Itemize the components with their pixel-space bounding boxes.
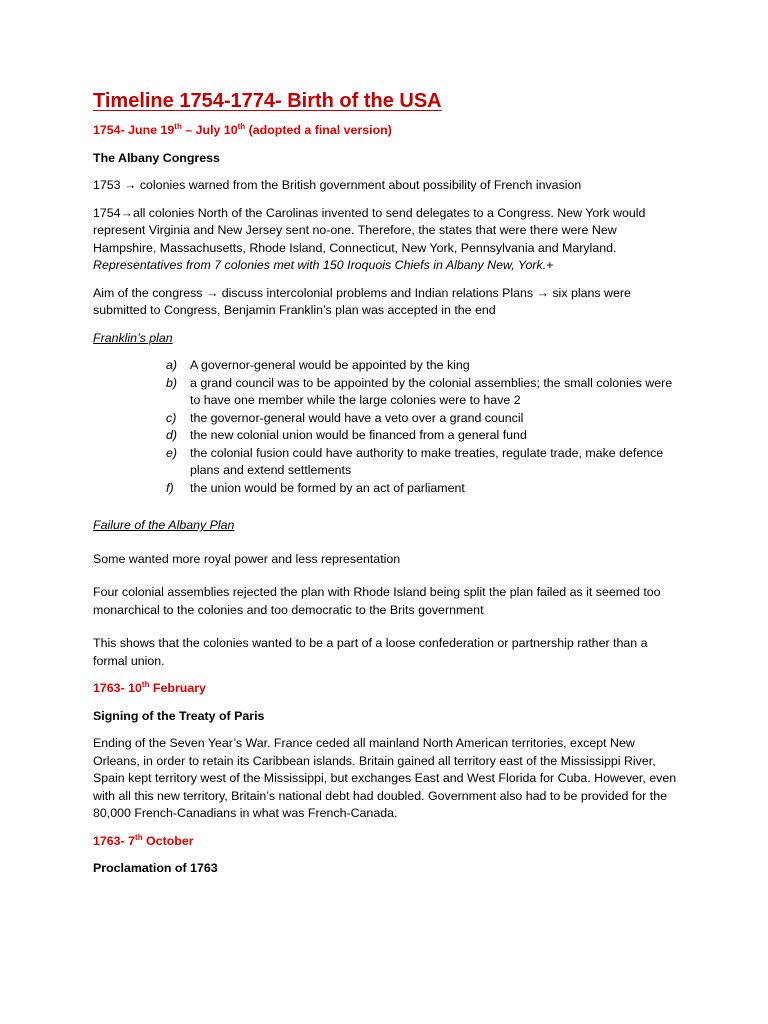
italic-note: Representatives from 7 colonies met with 150 Iroquois Chiefs in Albany New, York.+	[93, 258, 554, 272]
list-text: the governor-general would have a veto over a grand council	[190, 410, 524, 425]
date-heading-1763-february	[93, 680, 678, 698]
date-text: 1763- 7	[93, 833, 136, 848]
date-text: February	[149, 681, 206, 695]
paragraph-failure-2: Four colonial assemblies rejected the plan with Rhode Island being split the plan failed as it seemed too monarchical to the colonies and too democratic to the Brits government	[93, 585, 661, 617]
date-text: 1754- June 19	[93, 123, 175, 137]
list-label: a)	[166, 358, 178, 372]
list-label: c)	[166, 410, 177, 425]
list-text: the colonial fusion could have authority to make treaties, regulate trade, make defence plans and extend settlements	[190, 445, 664, 477]
date-heading-1763-october	[93, 833, 678, 851]
list-label: f)	[166, 480, 174, 495]
ordinal-suffix: th	[141, 680, 150, 689]
list-label: d)	[166, 428, 178, 442]
list-label: b)	[166, 375, 178, 390]
subheading-franklins-plan: Franklin’s plan	[93, 330, 173, 345]
date-note: (adopted a final version)	[245, 123, 392, 137]
franklin-plan-list	[93, 357, 678, 497]
ordinal-suffix: th	[237, 122, 246, 131]
list-item	[166, 480, 678, 498]
date-heading-1754	[93, 122, 678, 140]
subheading-failure-albany-plan: Failure of the Albany Plan	[93, 518, 235, 532]
paragraph-1753: 1753 → colonies warned from the British government about possibility of French invasion	[93, 178, 582, 192]
section-heading-proclamation-1763: Proclamation of 1763	[93, 861, 218, 875]
list-label: e)	[166, 445, 178, 460]
list-item	[166, 410, 678, 428]
paragraph-aim-of-congress: Aim of the congress → discuss intercolonial problems and Indian relations Plans → six plans were submitted to Congress, Benjamin Franklin’s plan was accepted in the end	[93, 285, 631, 317]
section-heading-treaty-of-paris: Signing of the Treaty of Paris	[93, 708, 265, 723]
list-text: A governor-general would be appointed by the king	[190, 358, 470, 372]
paragraph-treaty-of-paris: Ending of the Seven Year’s War. France ceded all mainland North American territories, except New Orleans, in order to retain its Caribbean islands. Britain gained all territory east of the Mississippi River, Spain kept territory west of the Mississippi, but exchanges East and West Florida for Cuba. However, even with all this new territory, Britain’s national debt had doubled. Government also had to be provided for the 80,000 French-Canadians in what was French-Canada.	[93, 736, 677, 820]
ordinal-suffix: th	[135, 832, 143, 842]
list-text: a grand council was to be appointed by the colonial assemblies; the small colonies were to have one member while the large colonies were to have 2	[190, 375, 673, 407]
date-text: 1763- 10	[93, 681, 142, 695]
paragraph-failure-3: This shows that the colonies wanted to be a part of a loose confederation or partnership rather than a formal union.	[93, 636, 648, 668]
date-text: October	[142, 833, 194, 848]
list-text: the new colonial union would be financed from a general fund	[190, 428, 527, 442]
list-item	[166, 445, 678, 480]
list-item	[166, 375, 678, 410]
list-text: the union would be formed by an act of parliament	[190, 480, 465, 495]
list-item	[166, 427, 678, 445]
list-item	[166, 357, 678, 375]
date-text: – July 10	[181, 123, 238, 137]
paragraph-1754	[93, 205, 678, 275]
ordinal-suffix: th	[174, 122, 182, 131]
document-title: Timeline 1754-1774- Birth of the USA	[93, 90, 442, 112]
paragraph-failure-1: Some wanted more royal power and less representation	[93, 551, 401, 566]
paragraph-text: 1754→all colonies North of the Carolinas invented to send delegates to a Congress. New York would represent Virginia and New Jersey sent no-one. Therefore, the states that were there were New Hampshire, Massachusetts, Rhode Island, Connecticut, New York, Pennsylvania and Maryland.	[93, 205, 646, 255]
section-heading-albany-congress: The Albany Congress	[93, 150, 220, 165]
